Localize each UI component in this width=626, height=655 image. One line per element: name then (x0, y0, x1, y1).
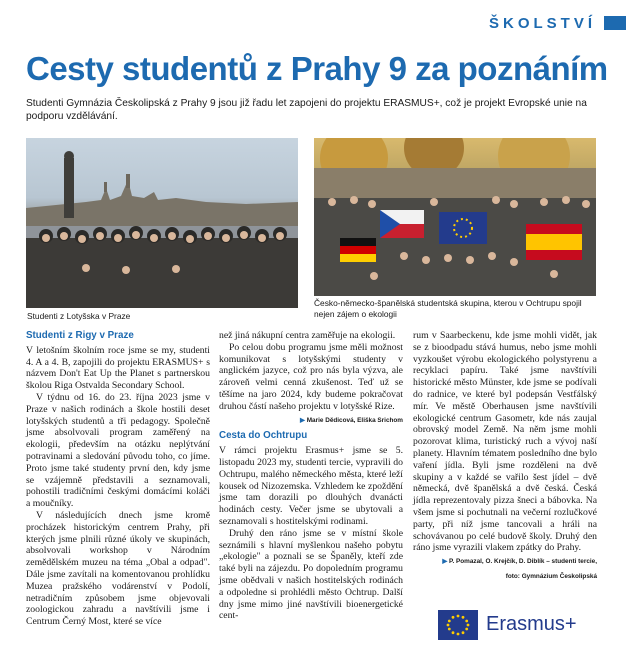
signature-text: P. Pomazal, O. Krejčík, D. Diblík – studenti tercie, (449, 558, 597, 566)
paragraph: Po celou dobu programu jsme měli možnost komunikovat s lotyšskými studenty v anglickém jazyce, což pro nás byla výzva, ale zároveň velmi cenná zkušenost. Teď už se těšíme na jaro 2024, kdy budeme pokračovat druhou částí našeho projektu v lotyšské Rize. (219, 341, 403, 412)
paragraph: Druhý den ráno jsme se v místní škole seznámili s hlavní myšlenkou našeho pobytu „ekologie" a poznali se se Španěly, kteří zde také byli na zájezdu. Po dopoledním programu jsme obědvali v našich hostitelských rodinách a odpoledne si prohlédli město Ochtrup. Další dny jsme mimo jiné navštívili bioenergetické cent- (219, 527, 403, 622)
photo-latvian-students (26, 138, 298, 308)
paragraph: než jiná nákupní centra zaměřuje na ekologii. (219, 330, 396, 341)
erasmus-logo (436, 602, 602, 647)
section-header (489, 12, 626, 34)
section-label: ŠKOLSTVÍ (488, 14, 596, 32)
author-signature-2 (413, 556, 597, 568)
subheading-riga: Studenti z Rigy v Praze (26, 330, 134, 341)
subheading-ochtrup: Cesta do Ochtrupu (219, 430, 308, 442)
eu-flag-icon (438, 610, 478, 640)
photo-caption-1: Studenti z Lotyšska v Praze (27, 311, 131, 321)
signature-text: Marie Dědicová, Eliška Srichom (306, 416, 403, 424)
article-column-1 (26, 330, 210, 628)
paragraph: V letošním školním roce jsme se my, studenti 4. A a 4. B, zapojili do projektu ERASMUS+ s názvem Don't Eat Up the Planet s partnerskou školou Riga Ostvalda Secondary School. (26, 344, 210, 392)
arrow-icon: ▶ (442, 558, 448, 566)
paragraph: V týdnu od 16. do 23. října 2023 jsme v Praze v našich rodinách a škole hostili deset lotyšských studentů a tři pedagogy. Společně jsme absolvovali program zaměřený na ekologii, především na otázku neplýtvání potravinami a sledování původu toho, co jíme. Proto jsme také studenty první den, kdy jsme se vzájemně představili a seznamovali, pohostili tradičními českými domácími koláči a moučníky. (26, 391, 210, 510)
photo-caption-2: Česko-německo-španělská studentská skupina, kterou v Ochtrupu spojil nejen zájem o ekologii (314, 298, 582, 319)
arrow-icon: ▶ (300, 416, 305, 424)
paragraph: V rámci projektu Erasmus+ jsme se 5. listopadu 2023 my, studenti tercie, vypravili do Ochtrupu, malého německého města, které leží kousek od Nizozemska. Vzhledem ke zpoždění jsme tam dorazili po dlouhých dvanácti hodinách cesty. Večer jsme se ubytovali a seznamovali s hostitelskými rodinami. (219, 445, 403, 527)
paragraph: V následujících dnech jsme kromě procházek historickým centrem Prahy, při kterých jsme plnili různé úkoly ve skupinách, absolvovali workshop v Národním zemědělském muzeu na téma „Obal a odpad". Dále jsme zavítali na komentovanou prohlídku Muzea pražského vodárenství v Podolí, netradičním způsobem jsme objevovali zoologickou zahradu a navštívili jsme i Centrum Černý Most, které se více (26, 509, 210, 628)
article-column-2 (219, 330, 403, 622)
article-headline: Cesty studentů z Prahy 9 za poznáním (26, 50, 608, 87)
article-column-3 (413, 330, 597, 583)
section-bar (604, 16, 626, 30)
erasmus-logo-text: Erasmus+ (486, 613, 577, 635)
paragraph: rum v Saarbeckenu, kde jsme mohli vidět, jak se z bioodpadu stává humus, nebo jsme mohli vyzkoušet výrobu ekologického polystyrenu a recyklaci papíru. Také jsme navštívili historické město Münster, kde jsme se podívali do radnice, ve které byl podepsán Vestfálský mír. Ve městě Oberhausen jsme navštívili ekologické centrum Gasometr, kde nás zaujal obrovský model Země. Na něm jsme mohli pozorovat klima, turistický ruch a vývoj naší planety. Hlavním tématem posledního dne bylo vaření jídla. Byli jsme rozděleni na dvě skupiny a v každé se vařilo šest jídel – dvě německá, dvě španělská a dvě česká. Česká jídla reprezentovaly pizza šneci a bábovka. Na všem jsme si pochutnali na večerní rozlučkové party, při níž jsme tancovali a hráli na schovávanou po celé budově školy. Druhý den ráno jsme vyrazili vlakem zpátky do Prahy. (413, 330, 597, 554)
photo-ochtrup-group (314, 138, 596, 296)
author-signature-1 (219, 415, 403, 427)
article-lead: Studenti Gymnázia Českolipská z Prahy 9 jsou již řadu let zapojeni do projektu ERASMUS+, což je projekt Evropské unie na podporu vzdělávání. (26, 98, 587, 122)
photo-credit: foto: Gymnázium Českolipská (505, 572, 597, 580)
